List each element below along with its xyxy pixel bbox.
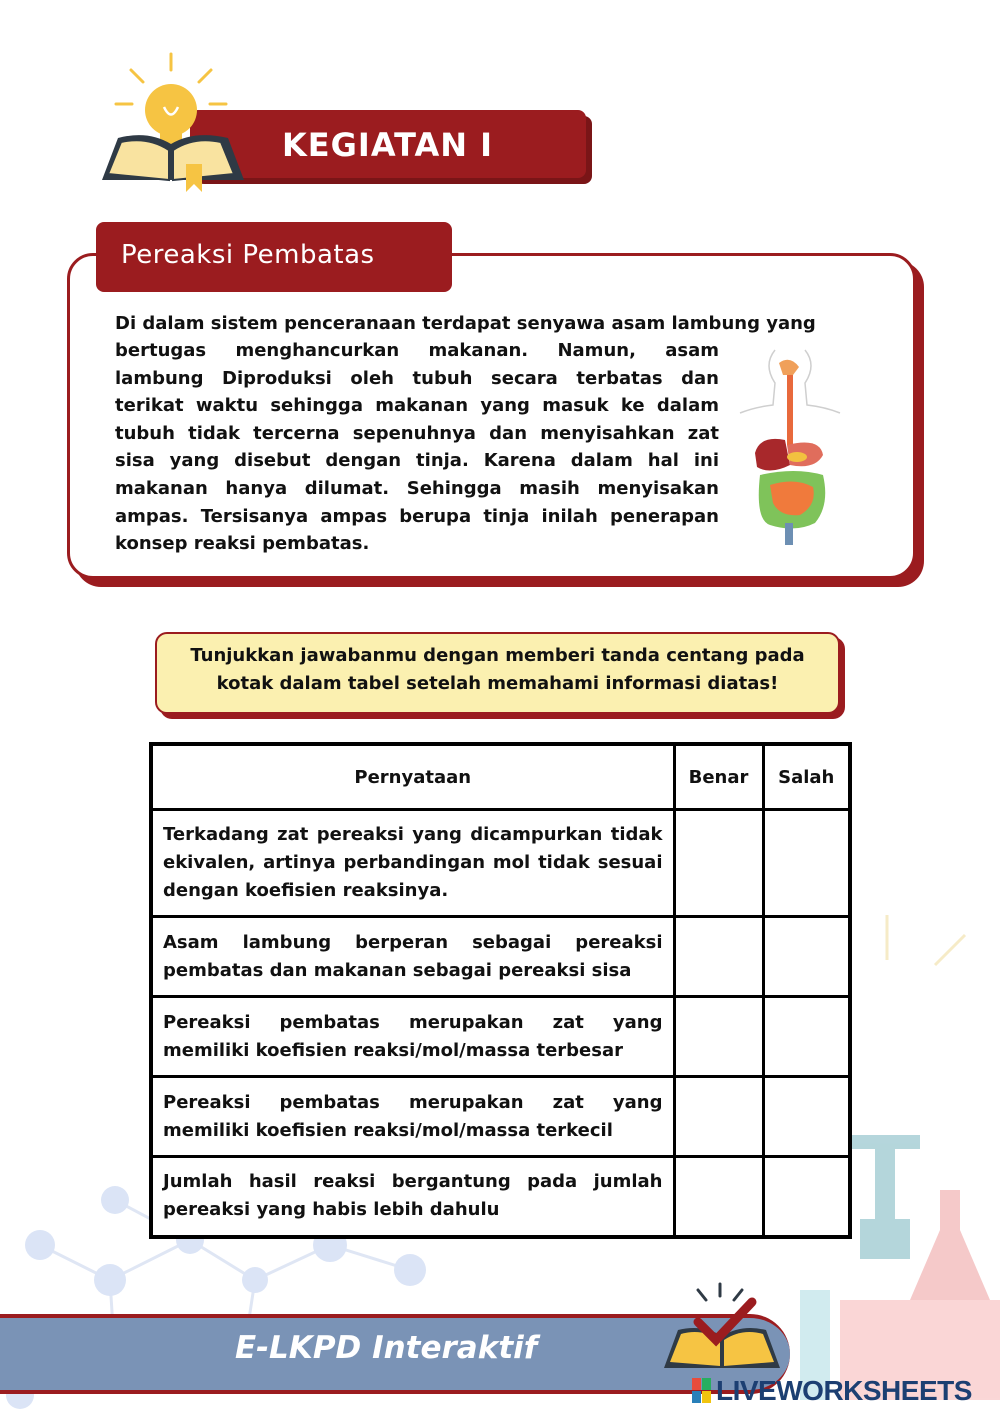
instruction-text — [175, 642, 820, 698]
benar-checkbox-3[interactable] — [674, 997, 763, 1077]
table-row — [151, 917, 850, 997]
salah-checkbox-2[interactable] — [763, 917, 850, 997]
salah-checkbox-5[interactable] — [763, 1157, 850, 1237]
statement-cell: Jumlah hasil reaksi bergantung pada jumlah pereaksi yang habis lebih dahulu — [151, 1157, 674, 1237]
header-statement: Pernyataan — [151, 744, 674, 810]
table-row — [151, 997, 850, 1077]
page-title: KEGIATAN I — [282, 126, 494, 164]
statement-cell: Pereaksi pembatas merupakan zat yang memiliki koefisien reaksi/mol/massa terbesar — [151, 997, 674, 1077]
statement-cell: Pereaksi pembatas merupakan zat yang memiliki koefisien reaksi/mol/massa terkecil — [151, 1077, 674, 1157]
table-row — [151, 1157, 850, 1237]
salah-checkbox-1[interactable] — [763, 810, 850, 917]
benar-checkbox-2[interactable] — [674, 917, 763, 997]
salah-checkbox-4[interactable] — [763, 1077, 850, 1157]
footer-title: E-LKPD Interaktif — [235, 1330, 538, 1366]
benar-checkbox-5[interactable] — [674, 1157, 763, 1237]
digestive-system-illustration — [735, 345, 845, 555]
section-title: Pereaksi Pembatas — [121, 240, 375, 270]
benar-checkbox-4[interactable] — [674, 1077, 763, 1157]
instruction-line-2: kotak dalam tabel setelah memahami informasi diatas! — [216, 673, 779, 694]
statement-cell: Asam lambung berperan sebagai pereaksi pembatas dan makanan sebagai pereaksi sisa — [151, 917, 674, 997]
checkmark-book-icon — [660, 1280, 785, 1375]
brand-label: LIVEWORKSHEETS — [716, 1375, 972, 1406]
statement-cell: Terkadang zat pereaksi yang dicampurkan tidak ekivalen, artinya perbandingan mol tidak sesuai dengan koefisien reaksinya. — [151, 810, 674, 917]
liveworksheets-logo-icon — [692, 1378, 712, 1404]
table-header-row — [151, 744, 850, 810]
salah-checkbox-3[interactable] — [763, 997, 850, 1077]
paragraph-first-line: Di dalam sistem penceranaan terdapat senyawa asam lambung yang — [115, 313, 816, 334]
table-row — [151, 1077, 850, 1157]
benar-checkbox-1[interactable] — [674, 810, 763, 917]
lightbulb-book-icon — [98, 52, 248, 194]
statement-table — [149, 742, 852, 1239]
header-true: Benar — [674, 744, 763, 810]
table-row — [151, 810, 850, 917]
header-false: Salah — [763, 744, 850, 810]
instruction-line-1: Tunjukkan jawabanmu dengan memberi tanda centang pada — [190, 645, 805, 666]
paragraph-body: bertugas menghancurkan makanan. Namun, asam lambung Diproduksi oleh tubuh secara terbatas dan terikat waktu sehingga makanan yang masuk ke dalam tubuh tidak tercerna sepenuhnya dan menyisahkan zat sisa yang disebut dengan tinja. Karena dalam hal ini makanan hanya dilumat. Sehingga masih menyisakan ampas. Tersisanya ampas berupa tinja inilah penerapan konsep reaksi pembatas. — [115, 340, 719, 555]
